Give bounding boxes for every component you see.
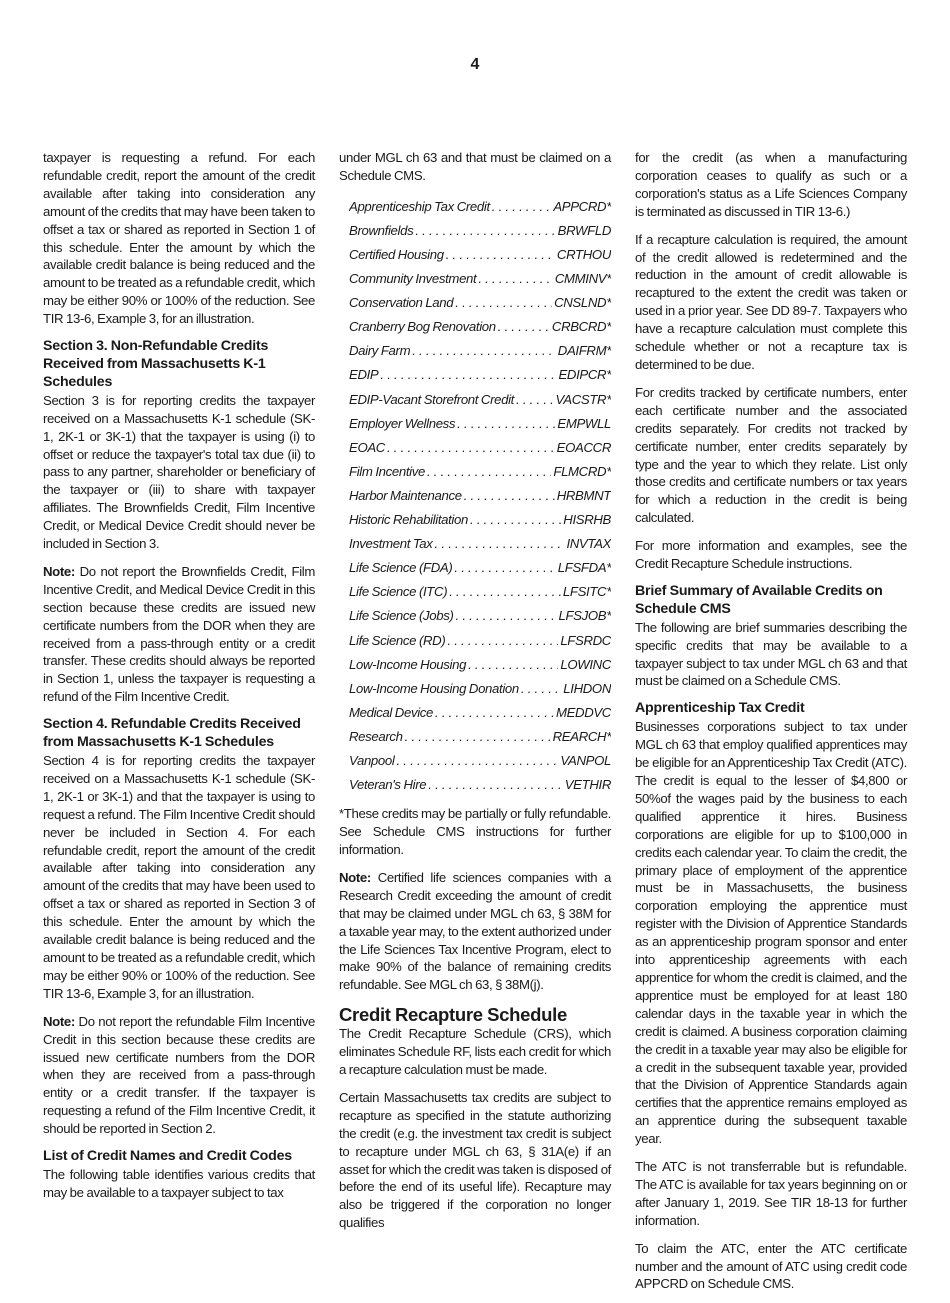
credit-name: Historic Rehabilitation (349, 512, 468, 528)
credit-code: APPCRD* (553, 198, 611, 214)
heading-section-3: Section 3. Non-Refundable Credits Received from Massachusetts K-1 Schedules (43, 338, 269, 390)
dot-leader (457, 412, 555, 436)
note-label: Note: (339, 869, 371, 885)
credit-code-row (349, 388, 611, 412)
credit-code-row (349, 243, 611, 267)
credit-code: DAIFRM* (557, 343, 611, 359)
credit-code: LOWINC (560, 656, 611, 672)
column-3 (635, 149, 907, 1303)
credit-code-row (349, 315, 611, 339)
dot-leader (492, 195, 552, 219)
credit-name: Life Science (Jobs) (349, 608, 454, 624)
paragraph: The following table identifies various credits that may be available to a taxpayer subject to tax (43, 1166, 315, 1200)
credit-code: EOACCR (556, 439, 611, 455)
credit-code-row (349, 653, 611, 677)
credit-code-row (349, 629, 611, 653)
dot-leader (468, 653, 558, 677)
credit-code: MEDDVC (555, 704, 611, 720)
credit-code-row (349, 725, 611, 749)
dot-leader (516, 388, 554, 412)
credit-code-row (349, 701, 611, 725)
credit-code: CNSLND* (554, 295, 611, 311)
note-paragraph (43, 1013, 315, 1138)
credit-name: Apprenticeship Tax Credit (349, 198, 490, 214)
credit-name: EDIP-Vacant Storefront Credit (349, 391, 515, 407)
dot-leader (456, 604, 557, 628)
credit-code-row (349, 363, 611, 387)
footnote: *These credits may be partially or fully refundable. See Schedule CMS instructions for further information. (339, 806, 611, 857)
credit-code: CRTHOU (556, 247, 611, 262)
dot-leader (446, 243, 555, 267)
paragraph: Businesses corporations subject to tax under MGL ch 63 that employ qualified apprentices may be eligible for an Apprenticeship Tax Credit (ATC). The credit is equal to the lesser of $4,800 or 50%of the wages paid by the business to each qualified apprentice it hires. Business corporations are eligible for up to $100,000 in credits each calendar year. To claim the credit, the primary place of employment of the apprentice must be in Massachusetts, the business corporation employing the apprentice must register with the Division of Apprentice Standards as an apprenticeship program sponsor and enter into apprenticeship agreements with each apprentice for whom the credit is claimed, and the apprentice must be employed for at least 180 calendar days in the taxable year in which the credit is claimed. A business corporation claiming the credit in a taxable year may also be eligible for a credit in the subsequent taxable year, provided that the Division of Apprentice Standards again certifies that the apprentice remains employed as an apprentice during the subsequent taxable year. (635, 719, 907, 1147)
paragraph: The ATC is not transferrable but is refundable. The ATC is available for tax years beginning on or after January 1, 2019. See TIR 18-13 for further information. (635, 1159, 907, 1228)
paragraph: If a recapture calculation is required, the amount of the credit allowed is redetermined and the reduction in the amount of credit allowable is recaptured to the extent the credit was taken or used in a prior year. See DD 89-7. Taxpayers who have a recapture calculation must complete this schedule whether or not a recapture tax is determined to be due. (635, 231, 907, 372)
credit-name: Life Science (RD) (349, 632, 446, 648)
paragraph: For credits tracked by certificate numbers, enter each certificate number and the associated credits separately. For credits not tracked by certificate number, enter credits separately by type and the year to which they relate. List only those credits and certificate numbers or tax years for which a reduction in the credit is being calculated. (635, 384, 907, 526)
heading-credit-list: List of Credit Names and Credit Codes (43, 1148, 292, 1165)
credit-code: CMMINV* (554, 271, 611, 287)
paragraph: Certain Massachusetts tax credits are subject to recapture as specified in the statute authorizing the credit (e.g. the investment tax credit is subject to recapture under MGL ch 63, § 31A(e) if an asset for which the credit was taken is disposed of before the end of its useful life). Recapture may also be triggered if the corporation no longer qualifies (339, 1089, 611, 1231)
credit-code-row (349, 460, 611, 484)
credit-name: Conservation Land (349, 295, 454, 311)
credit-name: Investment Tax (349, 536, 433, 552)
credit-code-row (349, 436, 611, 460)
credit-code: VANPOL (560, 752, 611, 768)
column-1 (43, 149, 315, 1212)
heading-brief-summary: Brief Summary of Available Credits on Schedule CMS (635, 582, 883, 617)
credit-name: Vanpool (349, 752, 395, 768)
dot-leader (428, 773, 562, 797)
dot-leader (498, 315, 550, 339)
credit-code: LFSRDC (560, 632, 611, 648)
credit-code: EDIPCR* (558, 367, 611, 383)
credit-code-row (349, 267, 611, 291)
credit-code-row (349, 291, 611, 315)
credit-code: LIHDON (563, 680, 611, 696)
paragraph: taxpayer is requesting a refund. For each refundable credit, report the amount of the credit available after taking into consideration any amount of the credits that may have been taken to offset a tax or shared as reported in Section 1 of this schedule. Enter the amount by which the available credit balance is being reduced and the amount to be treated as a refundable credit, which may be either 90% or 100% of the reduction. See TIR 13-6, Example 3, for an illustration. (43, 150, 315, 327)
paragraph: under MGL ch 63 and that must be claimed on a Schedule CMS. (339, 150, 611, 183)
paragraph: Section 4 is for reporting credits the taxpayer received on a Massachusetts K-1 schedule (SK-1, 2K-1 or 3K-1) and that the taxpayer is using to request a refund. The Film Incentive Credit should never be included in Section 4. For each refundable credit, report the amount of the credit available after taking into consideration any amount of the credits that may have been used to offset a tax or shared as reported in Section 3 of this schedule. Enter the amount by which the available credit balance is being reduced and the amount to be treated as a refundable credit, which may be either 90% or 100% of the reduction. See TIR 13-6, Example 3, for an illustration. (43, 753, 315, 1001)
dot-leader (521, 677, 561, 701)
dot-leader (435, 701, 554, 725)
credit-name: Brownfields (349, 222, 414, 238)
credit-code: VETHIR (564, 777, 611, 793)
credit-code-row (349, 195, 611, 219)
credit-code-row (349, 580, 611, 604)
note-text: Do not report the refundable Film Incentive Credit in this section because these credits are issued new certificate numbers from the DOR when they are received from a pass-through entity or a credit transfer. If the taxpayer is requesting a refund of the Film Incentive Credit, it should be reported in Section 2. (43, 1013, 315, 1137)
paragraph: The following are brief summaries describing the specific credits that may be available to a taxpayer subject to tax under MGL ch 63 and that must be claimed on a Schedule CMS. (635, 619, 907, 689)
dot-leader (449, 580, 561, 604)
credit-code: CRBCRD* (551, 319, 611, 335)
dot-leader (447, 629, 558, 653)
note-text: Certified life sciences companies with a Research Credit exceeding the amount of credit that may be claimed under MGL ch 63, § 38M for a taxable year may, to the extent authorized under the Life Sciences Tax Incentive Program, elect to make 90% of the balance of remaining credits refundable. See MGL ch 63, § 38M(j). (339, 869, 611, 993)
credit-code-row (349, 749, 611, 773)
credit-name: Life Science (FDA) (349, 560, 453, 576)
credit-code-row (349, 508, 611, 532)
column-2 (339, 149, 611, 1242)
credit-code-row (349, 604, 611, 628)
note-paragraph (339, 869, 611, 994)
dot-leader (405, 725, 551, 749)
credit-code: EMPWLL (557, 415, 611, 431)
note-label: Note: (43, 563, 75, 579)
note-paragraph (43, 563, 315, 706)
note-label: Note: (43, 1013, 75, 1029)
credit-name: Life Science (ITC) (349, 584, 448, 600)
credit-code-row (349, 484, 611, 508)
dot-leader (470, 508, 561, 532)
page-number: 4 (470, 56, 480, 73)
dot-leader (435, 532, 565, 556)
credit-code: VACSTR* (555, 391, 611, 407)
paragraph: To claim the ATC, enter the ATC certificate number and the amount of ATC using credit code APPCRD on Schedule CMS. (635, 1240, 907, 1292)
credit-code-row (349, 412, 611, 436)
credit-code-row (349, 677, 611, 701)
dot-leader (427, 460, 551, 484)
credit-code-list (349, 195, 611, 797)
credit-code-row (349, 532, 611, 556)
credit-code-row (349, 556, 611, 580)
credit-code-row (349, 773, 611, 797)
dot-leader (412, 339, 556, 363)
dot-leader (415, 219, 555, 243)
dot-leader (455, 291, 552, 315)
credit-code: INVTAX (566, 536, 611, 552)
dot-leader (454, 556, 555, 580)
credit-code: HISRHB (563, 512, 611, 528)
credit-code-row (349, 219, 611, 243)
credit-code: HRBMNT (556, 487, 611, 503)
credit-code: LFSJOB* (558, 608, 611, 624)
credit-name: Employer Wellness (349, 415, 456, 431)
paragraph: Section 3 is for reporting credits the taxpayer received on a Massachusetts K-1 schedule (SK-1, 2K-1 or 3K-1) that the taxpayer is using (i) to offset or reduce the taxpayer's total tax due (ii) to pass to any partner, shareholder or beneficiary of the taxpayer or (iii) to share with taxpayer affiliates. The Brownfields Credit, Film Incentive Credit, or Medical Device Credit should never be included in Section 3. (43, 392, 315, 552)
heading-section-4: Section 4. Refundable Credits Received from Massachusetts K-1 Schedules (43, 716, 301, 751)
credit-name: Harbor Maintenance (349, 487, 462, 503)
paragraph: The Credit Recapture Schedule (CRS), which eliminates Schedule RF, lists each credit for which a recapture calculation must be made. (339, 1026, 611, 1078)
credit-code: BRWFLD (557, 222, 611, 238)
credit-name: Research (349, 728, 403, 744)
credit-code: LFSFDA* (557, 560, 611, 576)
credit-name: Film Incentive (349, 463, 425, 479)
note-text: Do not report the Brownfields Credit, Film Incentive Credit, and Medical Device Credit in this section because these credits are issued new certificate numbers from the DOR when they are received from a pass-through entity or a credit transfer. These credits should always be reported in Section 1, unless the taxpayer is requesting a refund of the Film Incentive Credit. (43, 563, 315, 705)
credit-code-row (349, 339, 611, 363)
credit-name: EDIP (349, 367, 379, 383)
dot-leader (464, 484, 555, 508)
credit-name: Cranberry Bog Renovation (349, 319, 496, 335)
heading-credit-recapture: Credit Recapture Schedule (339, 1004, 567, 1026)
credit-name: Community Investment (349, 271, 477, 287)
credit-name: Certified Housing (349, 247, 444, 262)
dot-leader (387, 436, 555, 460)
dot-leader (380, 363, 556, 387)
credit-name: Veteran's Hire (349, 777, 427, 793)
dot-leader (396, 749, 558, 773)
credit-name: Dairy Farm (349, 343, 411, 359)
credit-name: Low-Income Housing Donation (349, 680, 519, 696)
credit-code: FLMCRD* (553, 463, 611, 479)
paragraph: For more information and examples, see the Credit Recapture Schedule instructions. (635, 538, 907, 572)
paragraph: for the credit (as when a manufacturing corporation ceases to qualify as such or a corporation's status as a Life Sciences Company is terminated as discussed in TIR 13-6.) (635, 150, 907, 219)
credit-code: REARCH* (552, 728, 611, 744)
credit-name: Medical Device (349, 704, 434, 720)
heading-apprenticeship-credit: Apprenticeship Tax Credit (635, 700, 805, 717)
credit-name: EOAC (349, 439, 385, 455)
credit-name: Low-Income Housing (349, 656, 467, 672)
dot-leader (478, 267, 552, 291)
credit-code: LFSITC* (562, 584, 611, 600)
